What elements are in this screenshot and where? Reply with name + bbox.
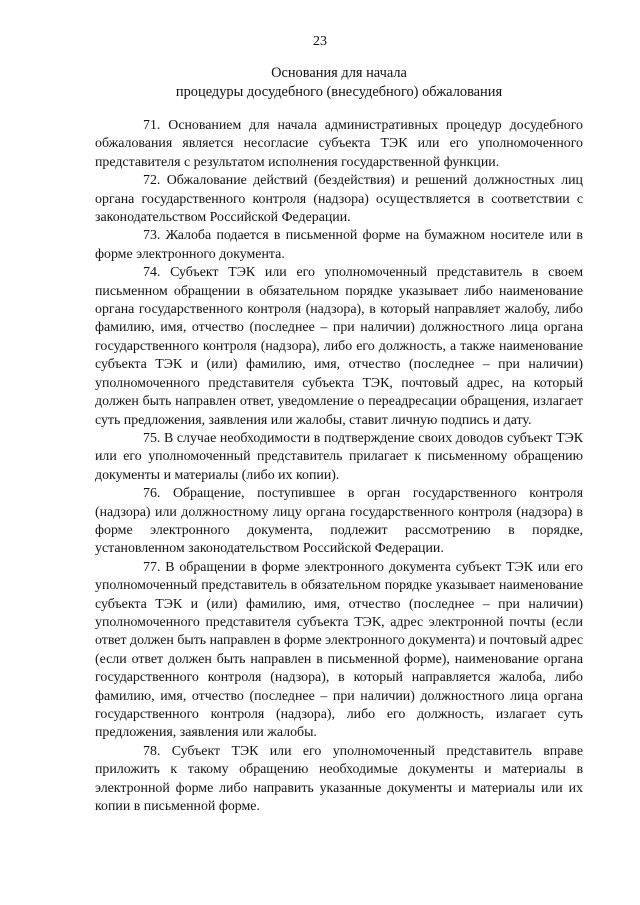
section-heading-line-2: процедуры досудебного (внесудебного) обжалования bbox=[175, 84, 503, 100]
paragraph-76: 76. Обращение, поступившее в орган государственного контроля (надзора) или должностному лицу органа государственного контроля (надзора) в форме электронного документа, подлежит рассмотрению в порядке, установленном законодательством Российской Федерации. bbox=[95, 486, 583, 557]
page-number: 23 bbox=[313, 34, 327, 49]
paragraph-75: 75. В случае необходимости в подтверждение своих доводов субъект ТЭК или его уполномоченный представитель прилагает к письменному обращению документы и материалы (либо их копии). bbox=[95, 430, 583, 483]
paragraph-74: 74. Субъект ТЭК или его уполномоченный представитель в своем письменном обращении в обязательном порядке указывает либо наименование органа государственного контроля (надзора), в который направляет жалобу, либо фамилию, имя, отчество (последнее – при наличии) должностного лица органа государственного контроля (надзора), либо его должность, а также наименование субъекта ТЭК и (или) фамилию, имя, отчество (последнее – при наличии) уполномоченного представителя субъекта ТЭК, почтовый адрес, на который должен быть направлен ответ, уведомление о переадресации обращения, излагает суть предложения, заявления или жалобы, ставит личную подпись и дату. bbox=[95, 265, 583, 428]
paragraph-73: 73. Жалоба подается в письменной форме на бумажном носителе или в форме электронного документа. bbox=[95, 228, 583, 262]
paragraph-77: 77. В обращении в форме электронного документа субъект ТЭК или его уполномоченный представитель в обязательном порядке указывает наименование субъекта ТЭК и (или) фамилию, имя, отчество (последнее – при наличии) уполномоченного представителя субъекта ТЭК, адрес электронной почты (если ответ должен быть направлен в форме электронного документа) и почтовый адрес (если ответ должен быть направлен в письменной форме), наименование органа государственного контроля (надзора), в который направляется жалоба, либо фамилию, имя, отчество (последнее – при наличии) должностного лица органа государственного контроля (надзора), либо его должность, излагает суть предложения, заявления или жалобы. bbox=[95, 559, 583, 741]
section-heading-line-1: Основания для начала bbox=[271, 65, 407, 81]
section-heading bbox=[96, 64, 582, 102]
paragraph-78: 78. Субъект ТЭК или его уполномоченный представитель вправе приложить к такому обращению необходимые документы и материалы в электронной форме либо направить указанные документы и материалы или их копии в письменной форме. bbox=[95, 743, 583, 815]
paragraph-71: 71. Основанием для начала административных процедур досудебного обжалования является несогласие субъекта ТЭК или его уполномоченного представителя с результатом исполнения государственной функции. bbox=[95, 118, 583, 170]
document-body bbox=[95, 117, 583, 816]
paragraph-72: 72. Обжалование действий (бездействия) и решений должностных лиц органа государственного контроля (надзора) осуществляется в соответствии с законодательством Российской Федерации. bbox=[95, 173, 583, 226]
